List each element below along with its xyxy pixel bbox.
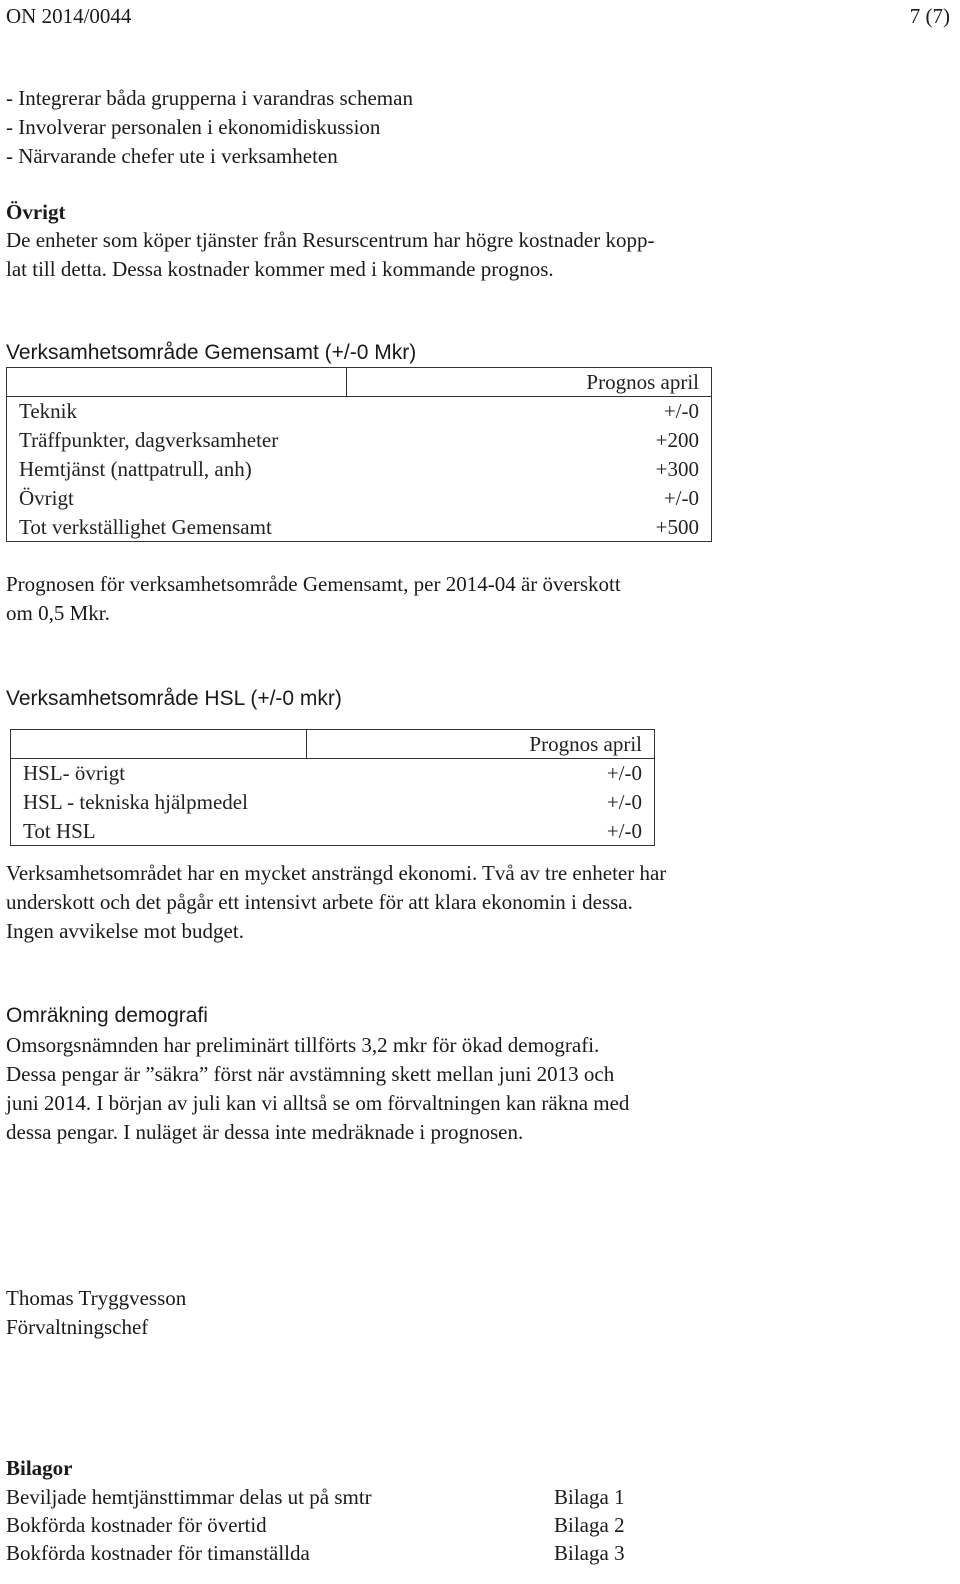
paragraph-line: Verksamhetsområdet har en mycket ansträngd ekonomi. Två av tre enheter har — [6, 861, 667, 885]
row-value: +200 — [347, 426, 712, 455]
page-number: 7 (7) — [909, 4, 950, 28]
row-label: HSL - tekniska hjälpmedel — [11, 788, 307, 817]
row-value: +/-0 — [307, 759, 655, 788]
row-label: Träffpunkter, dagverksamheter — [7, 426, 347, 455]
paragraph-line: om 0,5 Mkr. — [6, 601, 110, 625]
row-value: +/-0 — [307, 817, 655, 846]
row-label: Tot HSL — [11, 817, 307, 846]
paragraph-line: dessa pengar. I nuläget är dessa inte medräknade i prognosen. — [6, 1120, 524, 1144]
table-row — [7, 513, 712, 542]
column-header: Prognos april — [307, 730, 655, 759]
row-value: +/-0 — [347, 484, 712, 513]
signature-title: Förvaltningschef — [6, 1315, 149, 1339]
table-header-row — [7, 368, 712, 397]
demografi-paragraph — [6, 1031, 629, 1147]
document-id: ON 2014/0044 — [6, 4, 132, 28]
bullet-list — [6, 84, 413, 171]
list-item: - Närvarande chefer ute i verksamheten — [6, 144, 338, 168]
bilaga-label: Bokförda kostnader för timanställda — [6, 1541, 310, 1565]
row-value: +500 — [347, 513, 712, 542]
table-header-row — [11, 730, 655, 759]
paragraph-line: De enheter som köper tjänster från Resurscentrum har högre kostnader kopp- — [6, 228, 655, 252]
bilaga-ref: Bilaga 2 — [554, 1513, 625, 1537]
header-blank-cell — [7, 368, 347, 397]
list-item: - Involverar personalen i ekonomidiskussion — [6, 115, 381, 139]
bilaga-label: Beviljade hemtjänsttimmar delas ut på smtr — [6, 1485, 372, 1509]
ovrigt-paragraph — [6, 226, 654, 284]
row-label: Hemtjänst (nattpatrull, anh) — [7, 455, 347, 484]
ovrigt-heading: Övrigt — [6, 200, 66, 224]
row-value: +/-0 — [307, 788, 655, 817]
paragraph-line: lat till detta. Dessa kostnader kommer med i kommande prognos. — [6, 257, 554, 281]
demografi-heading: Omräkning demografi — [6, 1004, 208, 1027]
paragraph-line: Ingen avvikelse mot budget. — [6, 919, 244, 943]
bilaga-label: Bokförda kostnader för övertid — [6, 1513, 267, 1537]
gemensamt-heading: Verksamhetsområde Gemensamt (+/-0 Mkr) — [6, 341, 417, 364]
hsl-note — [6, 859, 666, 946]
table-row — [7, 397, 712, 426]
gemensamt-table — [6, 367, 712, 542]
table-row — [7, 484, 712, 513]
hsl-table — [10, 729, 655, 846]
gemensamt-note — [6, 570, 621, 628]
table-row — [7, 426, 712, 455]
paragraph-line: juni 2014. I början av juli kan vi alltså se om förvaltningen kan räkna med — [6, 1091, 630, 1115]
row-value: +/-0 — [347, 397, 712, 426]
header-blank-cell — [11, 730, 307, 759]
signature-block — [6, 1284, 186, 1342]
bilaga-ref: Bilaga 3 — [554, 1541, 625, 1565]
hsl-heading: Verksamhetsområde HSL (+/-0 mkr) — [6, 687, 342, 710]
paragraph-line: Prognosen för verksamhetsområde Gemensamt, per 2014-04 är överskott — [6, 572, 621, 596]
table-row — [7, 455, 712, 484]
row-label: Tot verkställighet Gemensamt — [7, 513, 347, 542]
list-item: - Integrerar båda grupperna i varandras scheman — [6, 86, 413, 110]
paragraph-line: Omsorgsnämnden har preliminärt tillförts 3,2 mkr för ökad demografi. — [6, 1033, 600, 1057]
paragraph-line: Dessa pengar är ”säkra” först när avstämning skett mellan juni 2013 och — [6, 1062, 615, 1086]
table-row — [11, 788, 655, 817]
row-label: Teknik — [7, 397, 347, 426]
row-label: Övrigt — [7, 484, 347, 513]
row-label: HSL- övrigt — [11, 759, 307, 788]
row-value: +300 — [347, 455, 712, 484]
table-row — [11, 817, 655, 846]
paragraph-line: underskott och det pågår ett intensivt arbete för att klara ekonomin i dessa. — [6, 890, 633, 914]
bilaga-ref: Bilaga 1 — [554, 1485, 625, 1509]
column-header: Prognos april — [347, 368, 712, 397]
table-row — [11, 759, 655, 788]
signature-name: Thomas Tryggvesson — [6, 1286, 187, 1310]
bilagor-heading: Bilagor — [6, 1456, 73, 1480]
